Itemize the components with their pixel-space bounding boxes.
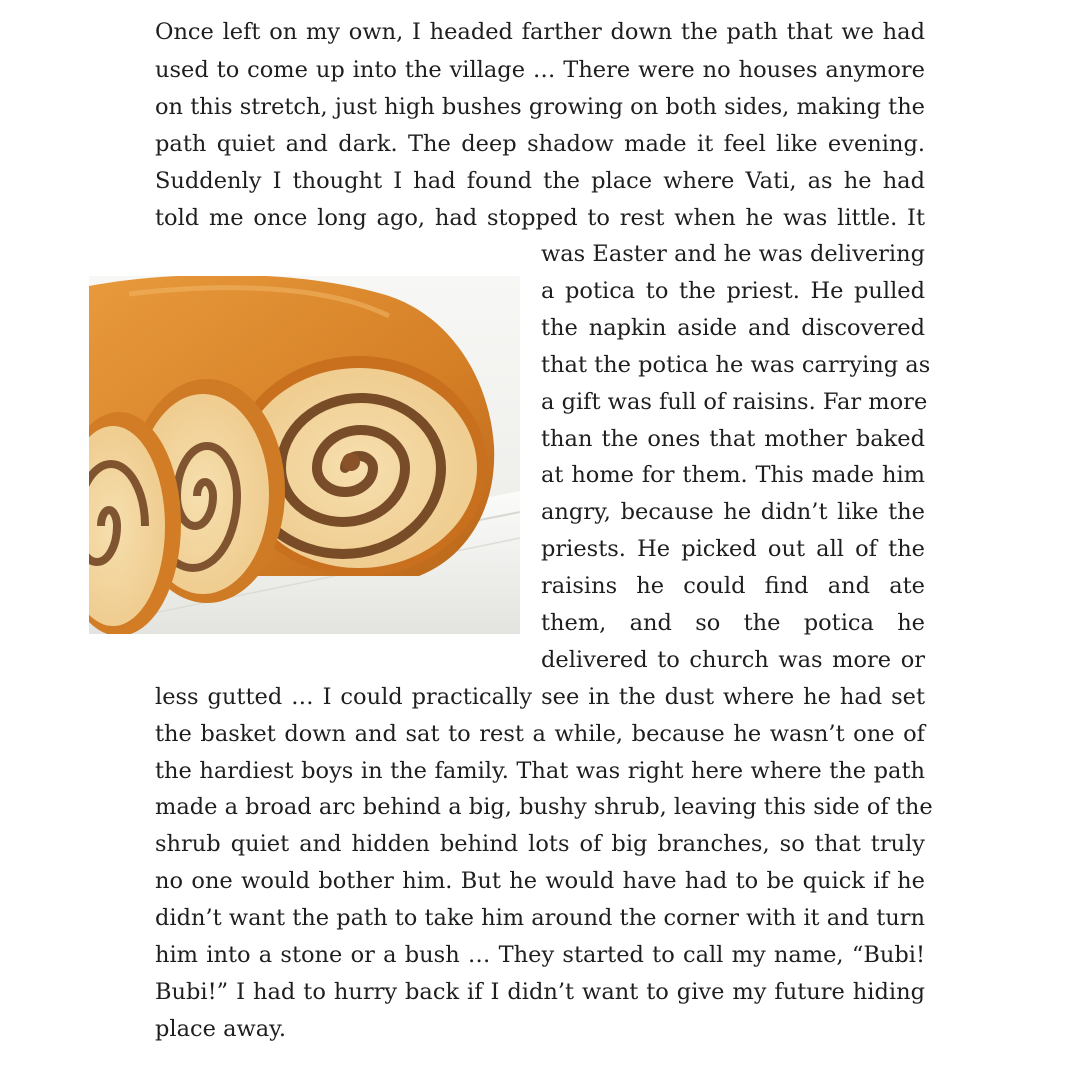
text-line: than the ones that mother baked [541,426,925,452]
text-line: angry, because he didn’t like the [541,499,925,525]
text-line: that the potica he was carrying as [541,352,931,378]
text-line: no one would bother him. But he would have had to be quick if he [155,868,925,894]
text-line: less gutted … I could practically see in the dust where he had set [155,684,925,710]
text-line: raisins he could find and ate [541,573,925,599]
text-line: path quiet and dark. The deep shadow made it feel like evening. [155,131,925,157]
text-line: Bubi!” I had to hurry back if I didn’t want to give my future hiding [155,979,925,1005]
text-line: Once left on my own, I headed farther down the path that we had [155,19,925,45]
text-line: a gift was full of raisins. Far more [541,389,928,415]
text-line: shrub quiet and hidden behind lots of big branches, so that truly [155,831,925,857]
text-line: on this stretch, just high bushes growing on both sides, making the [155,94,925,120]
text-line: told me once long ago, had stopped to rest when he was little. It [155,205,925,231]
text-line: place away. [155,1016,287,1042]
text-line: priests. He picked out all of the [541,536,925,562]
text-line: didn’t want the path to take him around the corner with it and turn [155,905,925,931]
text-line: delivered to church was more or [541,647,925,673]
text-line: the basket down and sat to rest a while, because he wasn’t one of [155,721,925,747]
text-line: the napkin aside and discovered [541,315,925,341]
text-line: was Easter and he was delivering [541,241,925,267]
text-line: the hardiest boys in the family. That was right here where the path [155,758,925,784]
text-line: made a broad arc behind a big, bushy shrub, leaving this side of the [155,794,933,820]
text-line: Suddenly I thought I had found the place where Vati, as he had [155,168,925,194]
potica-photo [89,276,520,634]
text-line: used to come up into the village … There were no houses anymore [155,57,925,83]
text-line: them, and so the potica he [541,610,925,636]
text-line: at home for them. This made him [541,462,925,488]
text-line: a potica to the priest. He pulled [541,278,925,304]
text-line: him into a stone or a bush … They started to call my name, “Bubi! [155,942,925,968]
